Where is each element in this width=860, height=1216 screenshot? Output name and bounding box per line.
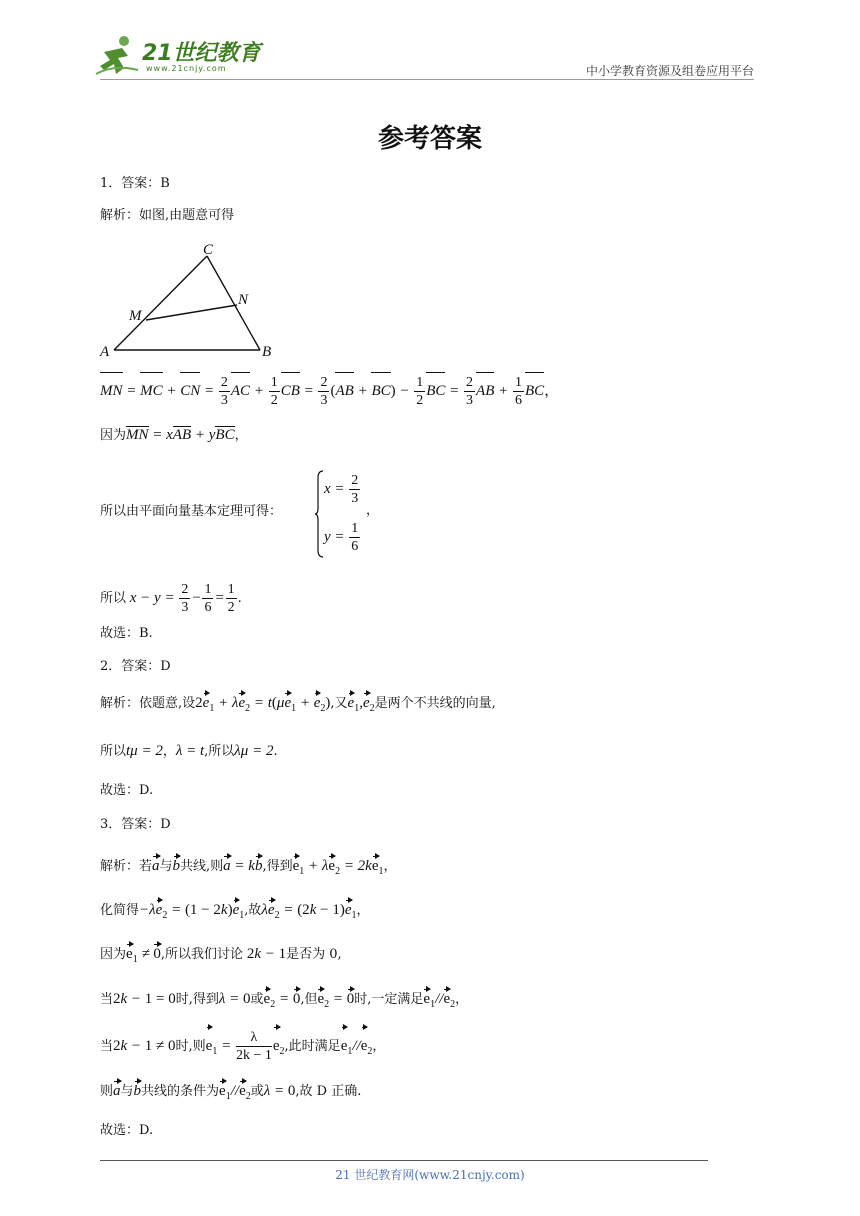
- page-title: 参考答案: [377, 124, 482, 154]
- q3-l1a: 解析：若: [100, 859, 153, 874]
- q1-equation-main: MN = MC + CN = $\frac{2}{3}$ AC + $\frac{1}{2}$ CB = $\frac{2}{3}$ (AB + BC) − $\frac{1}{2}$ BC = $\frac{2}{3}$ AB + $\frac{1}{6}$ BC，: [100, 372, 559, 410]
- q3-l6a: 则: [100, 1084, 114, 1099]
- brace-icon: [314, 470, 324, 558]
- q1-theorem-text: 所以由平面向量基本定理可得：: [100, 504, 283, 519]
- q1-so-prefix: 所以: [100, 591, 127, 606]
- logo-text: 21世纪教育: [142, 41, 261, 66]
- q1-answer: 1．答案：B: [100, 176, 170, 191]
- q3-l5b: 时,则: [175, 1039, 206, 1054]
- q2-tail: 是两个不共线的向量,: [374, 696, 496, 711]
- logo-url: www.21cnjy.com: [146, 64, 227, 73]
- q1-because-prefix: 因为: [100, 428, 127, 443]
- q2-so-line: 所以tμ = 2，λ = t,所以λμ = 2.: [100, 743, 278, 759]
- footer-divider: [100, 1160, 708, 1161]
- footer-text[interactable]: 21 世纪教育网(www.21cnjy.com): [335, 1168, 525, 1182]
- q1-result: 所以 x − y = $\frac{2}{3}$ − $\frac{1}{6}$ = $\frac{1}{2}$ .: [100, 582, 242, 616]
- q3-line5: 当2k − 1 ≠ 0时,则$e_1$ = $\frac{\lambda}{2k - 1}$ $e_2$,此时满足$e_1//e_2$，: [100, 1026, 385, 1070]
- q1-because: 因为MN = xAB + yBC，: [100, 427, 248, 443]
- q2-choose: 故选：D.: [100, 783, 154, 798]
- q2-so1: 所以: [100, 744, 127, 759]
- q2-mid: ,又: [330, 696, 348, 711]
- q1-choose: 故选：B.: [100, 626, 153, 641]
- q2-intro: 解析：依题意,设: [100, 696, 196, 711]
- q2-intro-line: 解析：依题意,设$2e_1 + \lambda e_2 = t(\mu e_1 + e_2)$,又$e_1,e_2$是两个不共线的向量,: [100, 692, 496, 718]
- q3-l5c: ,此时满足: [284, 1039, 341, 1054]
- q3-l1b: 与: [159, 859, 173, 874]
- q3-l6c: 共线的条件为: [141, 1084, 220, 1099]
- q3-l4c: 或: [250, 992, 264, 1007]
- q3-line1: 解析：若a与b共线,则a = kb,得到$e_1 + \lambda e_2 = 2ke_1$，: [100, 855, 397, 881]
- q3-line3: 因为$e_1 \ne 0$,所以我们讨论 2k − 1是否为 0,: [100, 943, 342, 969]
- q3-line6: 则a与b共线的条件为$e_1//e_2$或λ = 0,故 D 正确.: [100, 1080, 361, 1106]
- q3-l3b: ,所以我们讨论: [160, 947, 244, 962]
- q3-answer: 3．答案：D: [100, 817, 171, 832]
- q3-l4a: 当: [100, 992, 114, 1007]
- q3-l1d: ,得到: [262, 859, 293, 874]
- q3-l2b: ,故: [244, 903, 262, 918]
- header-logo: [94, 34, 264, 78]
- header-platform-text: 中小学教育资源及组卷应用平台: [585, 64, 754, 78]
- q3-l6b: 与: [120, 1084, 134, 1099]
- q2-so2: ,所以: [204, 744, 235, 759]
- q3-l5a: 当: [100, 1039, 114, 1054]
- q3-l3a: 因为: [100, 947, 127, 962]
- q3-l6d: 或: [250, 1084, 264, 1099]
- q3-l4d: ,但: [300, 992, 318, 1007]
- q3-line2: 化简得$-\lambda e_2 = (1 - 2k)e_1$,故$\lambda e_2 = (2k - 1)e_1$，: [100, 899, 370, 925]
- q3-l3c: 是否为 0,: [286, 947, 342, 962]
- q3-line4: 当2k − 1 = 0时,得到λ = 0或$e_2 = 0$,但$e_2 = 0$时,一定满足$e_1//e_2$，: [100, 988, 468, 1014]
- label-a: A: [100, 344, 110, 360]
- q3-l2a: 化简得: [100, 903, 140, 918]
- q3-l6e: ,故 D 正确.: [295, 1084, 362, 1099]
- header-divider: [100, 79, 754, 80]
- triangle-figure: [96, 240, 276, 360]
- label-c: C: [203, 242, 214, 258]
- q3-l1c: 共线,则: [180, 859, 224, 874]
- q1-intro: 解析：如图,由题意可得: [100, 208, 235, 223]
- q3-l4e: 时,一定满足: [354, 992, 424, 1007]
- runner-logo-icon: [94, 34, 140, 76]
- label-n: N: [238, 292, 249, 308]
- label-b: B: [262, 344, 272, 360]
- label-m: M: [129, 308, 142, 324]
- q3-l4b: 时,得到: [175, 992, 219, 1007]
- q3-choose: 故选：D.: [100, 1123, 154, 1138]
- q1-system: x = $\frac{2}{3}$ y = $\frac{1}{6}$ ，: [314, 470, 384, 560]
- q2-answer: 2．答案：D: [100, 659, 171, 674]
